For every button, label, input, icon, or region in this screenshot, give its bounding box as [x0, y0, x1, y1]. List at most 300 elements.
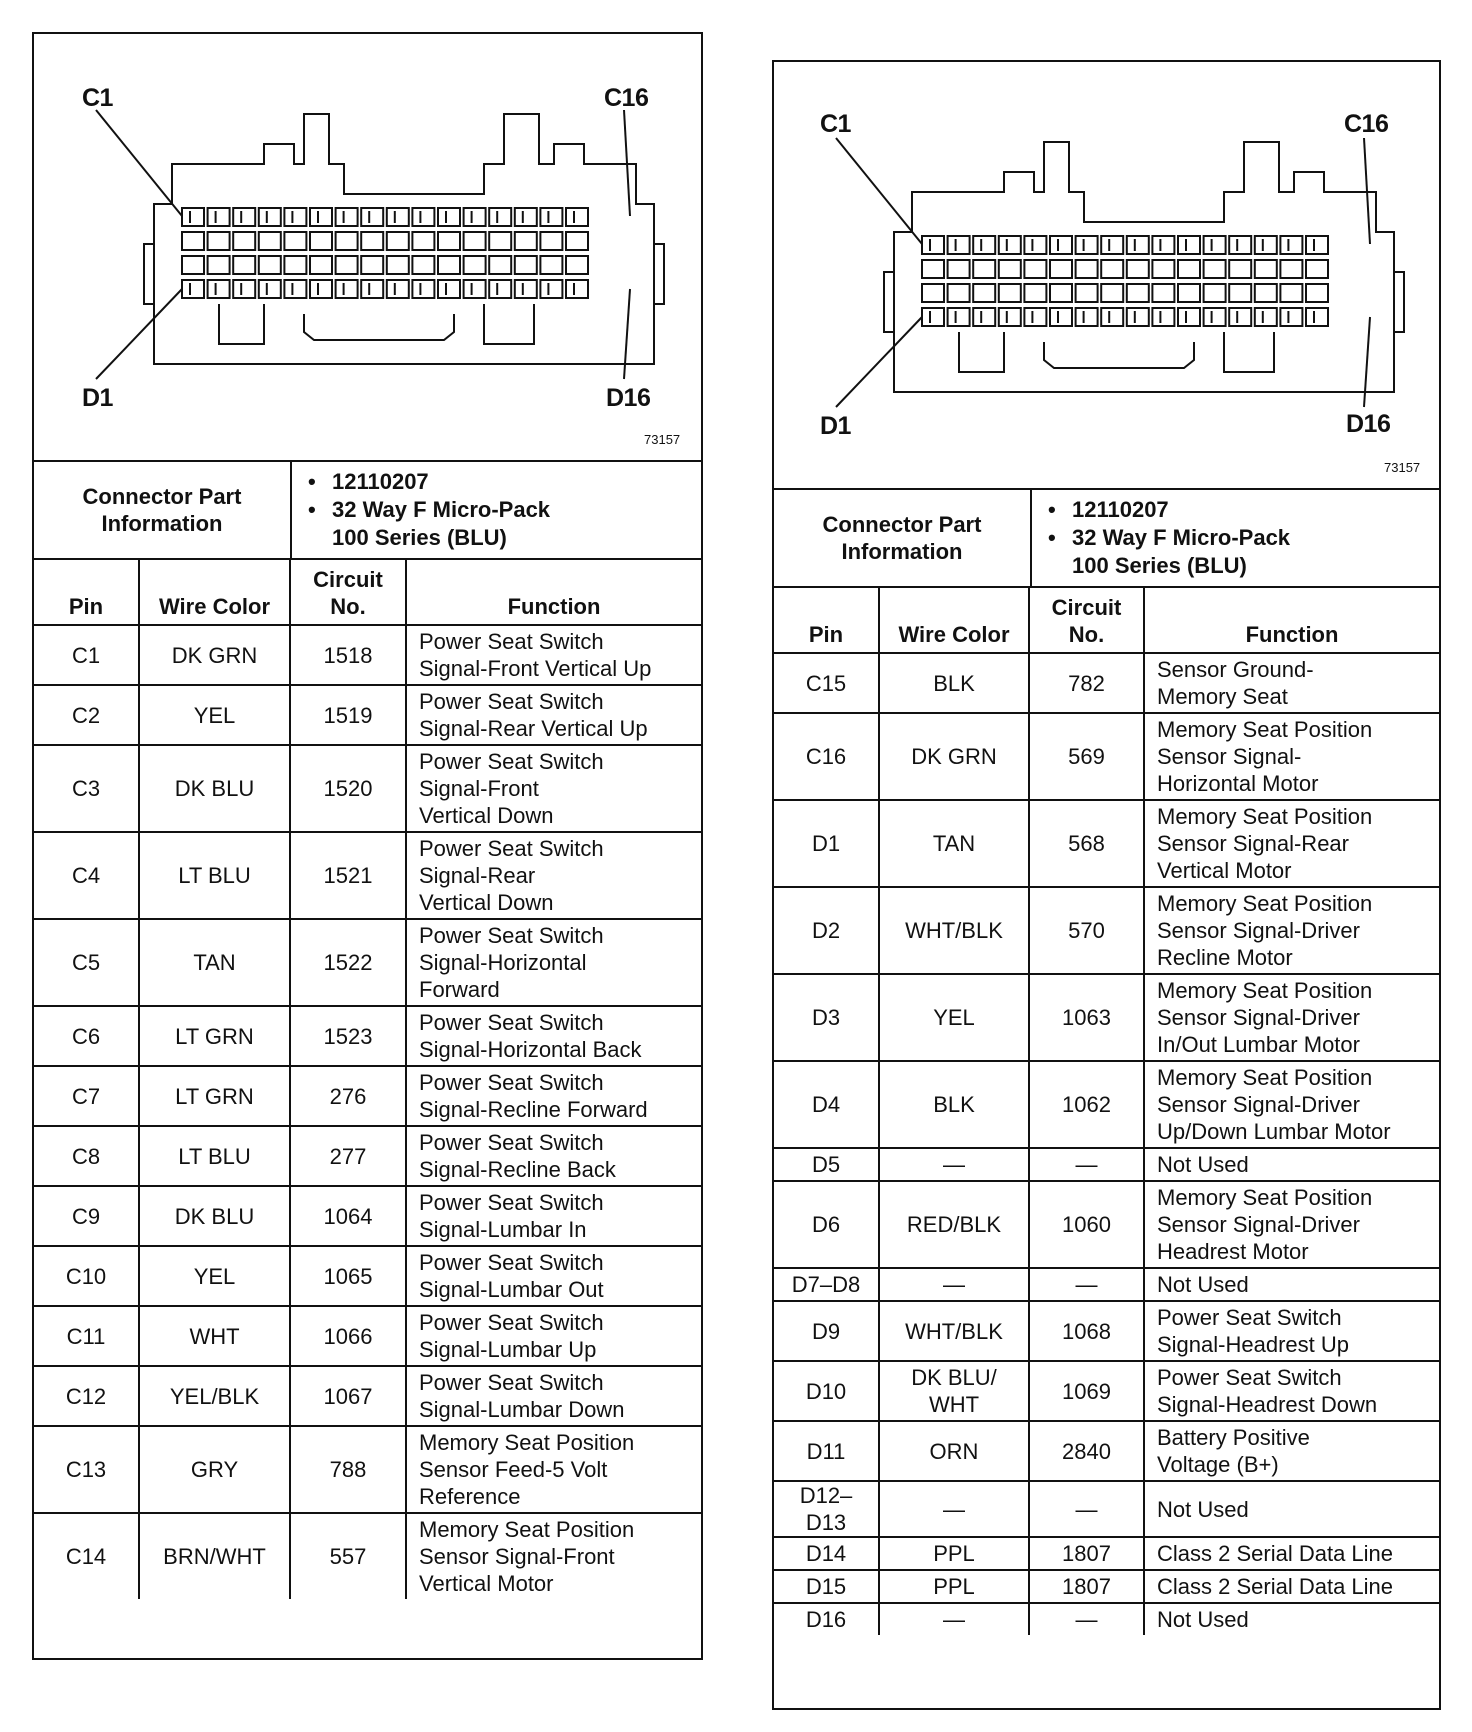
pin-cell: D5	[774, 1148, 879, 1181]
function-cell: Power Seat Switch Signal-Recline Back	[406, 1126, 701, 1186]
circuit-cell: 1807	[1029, 1570, 1144, 1603]
pin-cavity	[1255, 308, 1277, 326]
pin-cavity	[540, 232, 562, 250]
pin-cavity	[1178, 260, 1200, 278]
pin-cavity	[336, 280, 358, 298]
table-row	[774, 1570, 1439, 1603]
table-row	[774, 1361, 1439, 1421]
table-row	[34, 625, 701, 685]
circuit-cell: 1520	[290, 745, 406, 832]
pin-cavity	[259, 208, 281, 226]
function-cell: Power Seat Switch Signal-Recline Forward	[406, 1066, 701, 1126]
circuit-cell: 1060	[1029, 1181, 1144, 1268]
wire-color-cell: TAN	[879, 800, 1029, 887]
circuit-cell: 1519	[290, 685, 406, 745]
pin-cavity	[284, 256, 306, 274]
pin-cell: D4	[774, 1061, 879, 1148]
pin-cell: D1	[774, 800, 879, 887]
pin-cavity	[233, 232, 255, 250]
bottom-key	[484, 304, 534, 344]
pin-cavity	[464, 280, 486, 298]
table-row	[774, 887, 1439, 974]
circuit-cell: 1521	[290, 832, 406, 919]
pin-cavity	[310, 256, 332, 274]
table-row	[34, 1246, 701, 1306]
circuit-cell: —	[1029, 1481, 1144, 1537]
pin-label-c16: C16	[604, 84, 649, 112]
connector-part-information	[774, 490, 1439, 588]
part-number: • 12110207	[332, 468, 701, 496]
pin-cavity	[1127, 260, 1149, 278]
table-row	[34, 1513, 701, 1599]
header-circuit: Circuit No.	[1029, 588, 1144, 653]
wire-color-cell: DK GRN	[879, 713, 1029, 800]
wire-color-cell: BLK	[879, 653, 1029, 713]
pin-cell: D3	[774, 974, 879, 1061]
pin-cavity	[1178, 236, 1200, 254]
leader-line-c1	[836, 138, 922, 244]
header-function: Function	[1144, 588, 1439, 653]
connector-series: 100 Series (BLU)	[332, 525, 507, 550]
function-cell: Power Seat Switch Signal-Lumbar Down	[406, 1366, 701, 1426]
pin-cavity	[412, 232, 434, 250]
wire-color-cell: LT GRN	[139, 1066, 290, 1126]
pin-cavity	[489, 208, 511, 226]
figure-code: 73157	[644, 432, 681, 447]
circuit-cell: 1523	[290, 1006, 406, 1066]
pin-cell: C3	[34, 745, 139, 832]
table-header-row	[34, 560, 701, 625]
pin-cavity	[361, 280, 383, 298]
pin-cavity	[1280, 236, 1302, 254]
table-row	[34, 1426, 701, 1513]
leader-line-d1	[836, 317, 922, 407]
circuit-cell: 1518	[290, 625, 406, 685]
pin-cell: D10	[774, 1361, 879, 1421]
connector-face-diagram	[774, 62, 1439, 490]
pin-cavity	[1024, 308, 1046, 326]
circuit-cell: 1069	[1029, 1361, 1144, 1421]
function-cell: Memory Seat Position Sensor Signal-Driver In/Out Lumbar Motor	[1144, 974, 1439, 1061]
wire-color-cell: ORN	[879, 1421, 1029, 1481]
pin-cavity	[1306, 284, 1328, 302]
wire-color-cell: WHT	[139, 1306, 290, 1366]
pin-cavity	[1280, 284, 1302, 302]
wire-color-cell: WHT/BLK	[879, 887, 1029, 974]
wire-color-cell: YEL	[879, 974, 1029, 1061]
pin-cavity	[515, 208, 537, 226]
function-cell: Memory Seat Position Sensor Signal-Front Vertical Motor	[406, 1513, 701, 1599]
circuit-cell: 568	[1029, 800, 1144, 887]
pin-cavity	[948, 308, 970, 326]
pin-cavity	[1280, 308, 1302, 326]
pin-cavity	[1280, 260, 1302, 278]
pin-label-d16: D16	[1346, 410, 1391, 438]
function-cell: Memory Seat Position Sensor Feed-5 Volt Reference	[406, 1426, 701, 1513]
connector-info-label: Connector Part Information	[774, 490, 1032, 586]
pin-cavity	[284, 208, 306, 226]
pin-cavity	[412, 208, 434, 226]
leader-line-d16	[1364, 317, 1370, 407]
pin-cavity	[1152, 260, 1174, 278]
table-row	[34, 1306, 701, 1366]
wire-color-cell: —	[879, 1268, 1029, 1301]
pin-cavity	[1050, 236, 1072, 254]
pin-cavity	[948, 284, 970, 302]
pin-label-c1: C1	[82, 84, 113, 112]
table-row	[774, 1481, 1439, 1537]
wire-color-cell: LT BLU	[139, 832, 290, 919]
pin-cavity	[922, 260, 944, 278]
wire-color-cell: PPL	[879, 1537, 1029, 1570]
pin-cavity	[1050, 260, 1072, 278]
pin-cavity	[973, 308, 995, 326]
pin-cavity	[438, 208, 460, 226]
wire-color-cell: —	[879, 1603, 1029, 1635]
wire-color-cell: DK BLU	[139, 745, 290, 832]
pin-cavity	[1229, 308, 1251, 326]
circuit-cell: 1066	[290, 1306, 406, 1366]
pin-cell: C14	[34, 1513, 139, 1599]
connector-info-label: Connector Part Information	[34, 462, 292, 558]
bottom-key	[219, 304, 264, 344]
pin-cavity	[489, 256, 511, 274]
pin-cell: C13	[34, 1426, 139, 1513]
function-cell: Memory Seat Position Sensor Signal- Horizontal Motor	[1144, 713, 1439, 800]
side-latch	[1394, 272, 1404, 332]
pin-cavity	[464, 256, 486, 274]
wire-color-cell: GRY	[139, 1426, 290, 1513]
pin-label-d1: D1	[82, 384, 113, 412]
function-cell: Not Used	[1144, 1481, 1439, 1537]
function-cell: Memory Seat Position Sensor Signal-Driver Up/Down Lumbar Motor	[1144, 1061, 1439, 1148]
pin-cavity	[1127, 284, 1149, 302]
pin-cavity	[1152, 284, 1174, 302]
wire-color-cell: PPL	[879, 1570, 1029, 1603]
pin-cell: D6	[774, 1181, 879, 1268]
pin-cell: D14	[774, 1537, 879, 1570]
side-latch	[884, 272, 894, 332]
function-cell: Battery Positive Voltage (B+)	[1144, 1421, 1439, 1481]
leader-line-d1	[96, 289, 182, 379]
pin-cavity	[1076, 308, 1098, 326]
header-wire-color: Wire Color	[139, 560, 290, 625]
wire-color-cell: TAN	[139, 919, 290, 1006]
pin-cavity	[540, 256, 562, 274]
pin-cavity	[361, 256, 383, 274]
pin-cavity	[208, 280, 230, 298]
pin-cavity	[515, 256, 537, 274]
function-cell: Power Seat Switch Signal-Lumbar Out	[406, 1246, 701, 1306]
pin-cavity	[182, 280, 204, 298]
pin-cavity	[922, 236, 944, 254]
connector-info-values	[1032, 490, 1439, 586]
function-cell: Power Seat Switch Signal-Horizontal Forward	[406, 919, 701, 1006]
pin-cavity	[515, 280, 537, 298]
wire-color-cell: YEL	[139, 1246, 290, 1306]
pin-cavity	[999, 260, 1021, 278]
pin-cavity	[1024, 284, 1046, 302]
pin-cavity	[1076, 236, 1098, 254]
wire-color-cell: WHT/BLK	[879, 1301, 1029, 1361]
wire-color-cell: BLK	[879, 1061, 1029, 1148]
function-cell: Power Seat Switch Signal-Headrest Up	[1144, 1301, 1439, 1361]
pin-cavity	[1101, 284, 1123, 302]
pin-cavity	[387, 280, 409, 298]
header-pin: Pin	[34, 560, 139, 625]
pin-cavity	[973, 260, 995, 278]
function-cell: Power Seat Switch Signal-Front Vertical Down	[406, 745, 701, 832]
pin-cavity	[515, 232, 537, 250]
pin-cell: C1	[34, 625, 139, 685]
pin-cavity	[922, 308, 944, 326]
table-row	[34, 1186, 701, 1246]
table-row	[774, 1603, 1439, 1635]
pin-cavity	[1204, 308, 1226, 326]
bottom-key	[304, 314, 454, 340]
circuit-cell: 1062	[1029, 1061, 1144, 1148]
bottom-key	[959, 332, 1004, 372]
header-function: Function	[406, 560, 701, 625]
pin-cavity	[182, 256, 204, 274]
pin-cavity	[310, 208, 332, 226]
pin-cavity	[233, 280, 255, 298]
part-number: • 12110207	[1072, 496, 1439, 524]
connector-face-diagram	[34, 34, 701, 462]
leader-line-c1	[96, 110, 182, 216]
circuit-cell: 2840	[1029, 1421, 1144, 1481]
pin-cavity	[1024, 260, 1046, 278]
pin-cavity	[259, 280, 281, 298]
pin-cavity	[412, 256, 434, 274]
circuit-cell: 1522	[290, 919, 406, 1006]
pin-cavity	[489, 280, 511, 298]
pin-cavity	[233, 208, 255, 226]
pin-cavity	[566, 280, 588, 298]
pin-cell: C12	[34, 1366, 139, 1426]
connector-description: • 32 Way F Micro-Pack	[1072, 524, 1439, 552]
circuit-cell: 788	[290, 1426, 406, 1513]
pin-cavity	[412, 280, 434, 298]
circuit-cell: 277	[290, 1126, 406, 1186]
function-cell: Not Used	[1144, 1148, 1439, 1181]
table-row	[774, 1537, 1439, 1570]
header-wire-color: Wire Color	[879, 588, 1029, 653]
pin-cavity	[1306, 308, 1328, 326]
pin-cavity	[208, 208, 230, 226]
pin-cavity	[336, 208, 358, 226]
pin-cell: C2	[34, 685, 139, 745]
table-row	[34, 1006, 701, 1066]
function-cell: Class 2 Serial Data Line	[1144, 1570, 1439, 1603]
table-row	[34, 685, 701, 745]
circuit-cell: —	[1029, 1268, 1144, 1301]
pin-cavity	[1152, 236, 1174, 254]
circuit-cell: —	[1029, 1148, 1144, 1181]
pin-cell: C7	[34, 1066, 139, 1126]
right-connector-panel	[772, 60, 1441, 1710]
table-row	[774, 1148, 1439, 1181]
pin-label-d1: D1	[820, 412, 851, 440]
pin-cavity	[1101, 308, 1123, 326]
header-pin: Pin	[774, 588, 879, 653]
pinout-table	[34, 560, 701, 1599]
pin-cavity	[182, 232, 204, 250]
circuit-cell: 1064	[290, 1186, 406, 1246]
table-row	[774, 1061, 1439, 1148]
pin-cavity	[1204, 260, 1226, 278]
table-row	[774, 1268, 1439, 1301]
pin-cavity	[1076, 284, 1098, 302]
pin-cavity	[1127, 236, 1149, 254]
pin-cavity	[489, 232, 511, 250]
pin-cavity	[284, 280, 306, 298]
pin-cavity	[438, 232, 460, 250]
circuit-cell: 1067	[290, 1366, 406, 1426]
pin-cavity	[361, 208, 383, 226]
circuit-cell: 1807	[1029, 1537, 1144, 1570]
pin-cavity	[1204, 284, 1226, 302]
circuit-cell: 782	[1029, 653, 1144, 713]
pin-cavity	[1127, 308, 1149, 326]
table-header-row	[774, 588, 1439, 653]
pin-cavity	[1101, 260, 1123, 278]
function-cell: Power Seat Switch Signal-Headrest Down	[1144, 1361, 1439, 1421]
function-cell: Not Used	[1144, 1603, 1439, 1635]
wire-color-cell: BRN/WHT	[139, 1513, 290, 1599]
table-row	[774, 653, 1439, 713]
connector-drawing	[34, 34, 701, 460]
wire-color-cell: —	[879, 1148, 1029, 1181]
pin-cavity	[336, 256, 358, 274]
pin-cavity	[999, 284, 1021, 302]
pin-cell: C9	[34, 1186, 139, 1246]
pin-cell: C4	[34, 832, 139, 919]
function-cell: Power Seat Switch Signal-Front Vertical Up	[406, 625, 701, 685]
pin-cavity	[566, 208, 588, 226]
circuit-cell: 1065	[290, 1246, 406, 1306]
wire-color-cell: —	[879, 1481, 1029, 1537]
function-cell: Power Seat Switch Signal-Rear Vertical Up	[406, 685, 701, 745]
function-cell: Class 2 Serial Data Line	[1144, 1537, 1439, 1570]
table-row	[774, 974, 1439, 1061]
pin-cavity	[540, 280, 562, 298]
pin-cavity	[438, 280, 460, 298]
circuit-cell: 276	[290, 1066, 406, 1126]
pin-cavity	[208, 256, 230, 274]
table-row	[34, 1366, 701, 1426]
table-row	[774, 1421, 1439, 1481]
pin-cavity	[1152, 308, 1174, 326]
table-row	[774, 1181, 1439, 1268]
pin-cavity	[182, 208, 204, 226]
pin-cavity	[1255, 284, 1277, 302]
pin-cavity	[1076, 260, 1098, 278]
circuit-cell: 570	[1029, 887, 1144, 974]
pin-cavity	[1255, 260, 1277, 278]
pin-cavity	[1050, 308, 1072, 326]
pin-cavity	[1178, 308, 1200, 326]
pin-cavity	[464, 232, 486, 250]
wire-color-cell: DK GRN	[139, 625, 290, 685]
pin-cell: D16	[774, 1603, 879, 1635]
header-circuit: Circuit No.	[290, 560, 406, 625]
pin-cavity	[259, 256, 281, 274]
table-row	[34, 919, 701, 1006]
connector-part-information	[34, 462, 701, 560]
pin-cavity	[1050, 284, 1072, 302]
pin-cavity	[259, 232, 281, 250]
pin-cavity	[973, 284, 995, 302]
connector-description: • 32 Way F Micro-Pack	[332, 496, 701, 524]
pin-cavity	[1101, 236, 1123, 254]
function-cell: Memory Seat Position Sensor Signal-Driver Recline Motor	[1144, 887, 1439, 974]
circuit-cell: 557	[290, 1513, 406, 1599]
bottom-key	[1224, 332, 1274, 372]
pin-cavity	[387, 256, 409, 274]
pin-cavity	[566, 232, 588, 250]
pin-cavity	[540, 208, 562, 226]
circuit-cell: 569	[1029, 713, 1144, 800]
bottom-key	[1044, 342, 1194, 368]
pin-cell: D12– D13	[774, 1481, 879, 1537]
function-cell: Power Seat Switch Signal-Lumbar Up	[406, 1306, 701, 1366]
table-row	[34, 832, 701, 919]
pin-cavity	[361, 232, 383, 250]
left-connector-panel	[32, 32, 703, 1660]
pin-cavity	[1229, 284, 1251, 302]
pin-cavity	[948, 236, 970, 254]
pin-cell: C15	[774, 653, 879, 713]
function-cell: Power Seat Switch Signal-Rear Vertical Down	[406, 832, 701, 919]
pin-cavity	[438, 256, 460, 274]
pin-cavity	[310, 232, 332, 250]
wire-color-cell: DK BLU	[139, 1186, 290, 1246]
pin-cell: D11	[774, 1421, 879, 1481]
circuit-cell: —	[1029, 1603, 1144, 1635]
pin-cavity	[999, 236, 1021, 254]
pin-cavity	[999, 308, 1021, 326]
pin-cell: C10	[34, 1246, 139, 1306]
table-row	[34, 745, 701, 832]
pin-cell: C8	[34, 1126, 139, 1186]
pin-cell: D15	[774, 1570, 879, 1603]
wire-color-cell: RED/BLK	[879, 1181, 1029, 1268]
pin-cavity	[1306, 260, 1328, 278]
pinout-table	[774, 588, 1439, 1635]
pin-cell: C5	[34, 919, 139, 1006]
pin-label-c16: C16	[1344, 110, 1389, 138]
leader-line-d16	[624, 289, 630, 379]
table-row	[34, 1126, 701, 1186]
function-cell: Not Used	[1144, 1268, 1439, 1301]
pin-label-d16: D16	[606, 384, 651, 412]
pin-cell: C11	[34, 1306, 139, 1366]
pin-label-c1: C1	[820, 110, 851, 138]
pin-cell: D9	[774, 1301, 879, 1361]
connector-info-values	[292, 462, 701, 558]
function-cell: Power Seat Switch Signal-Horizontal Back	[406, 1006, 701, 1066]
pin-cavity	[973, 236, 995, 254]
pin-cavity	[1255, 236, 1277, 254]
pin-cell: D2	[774, 887, 879, 974]
pin-cavity	[1229, 236, 1251, 254]
connector-series: 100 Series (BLU)	[1072, 553, 1247, 578]
function-cell: Memory Seat Position Sensor Signal-Rear Vertical Motor	[1144, 800, 1439, 887]
wire-color-cell: LT GRN	[139, 1006, 290, 1066]
pin-cavity	[1306, 236, 1328, 254]
pin-cavity	[566, 256, 588, 274]
